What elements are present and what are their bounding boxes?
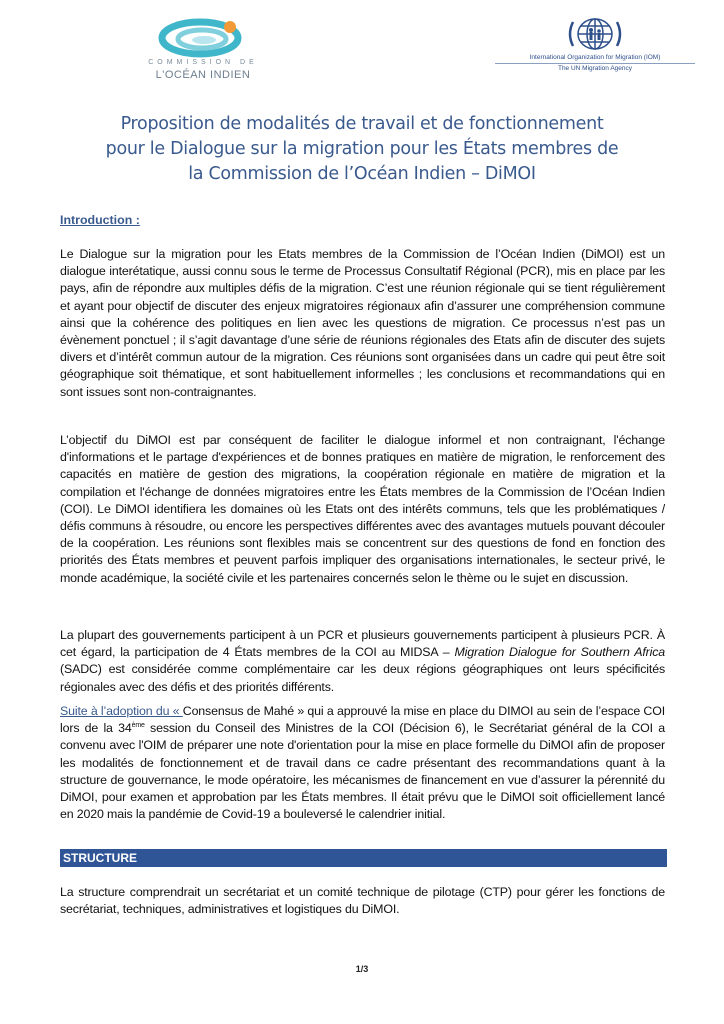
paragraph-4-text-a: Consensus de Mahé » qui a approuvé la mise en place du DIMOI au sein de l’espace COI lors de la 34 bbox=[60, 704, 665, 736]
structure-section-header: STRUCTURE bbox=[60, 849, 667, 867]
document-title bbox=[70, 112, 654, 187]
coi-logo-line2: L'OCÉAN INDIEN bbox=[155, 69, 251, 81]
coi-emblem-icon bbox=[128, 14, 278, 60]
intro-paragraph-3 bbox=[60, 627, 665, 696]
superscript-eme: ème bbox=[131, 722, 145, 730]
intro-paragraph-2: L’objectif du DiMOI est par conséquent de faciliter le dialogue informel et non contraignant, l'échange d'informations et le partage d'expériences et de bonnes pratiques en matière de migration, le renforcement des capacités en matière de gestion des migrations, la coopération régionale en matière de migration et la compilation et l'échange de données migratoires entre les États membres de la Commission de l’Océan Indien (COI). Le DiMOI identifiera les domaines où les Etats ont des intérêts communs, tels que les problématiques / défis communs à résoudre, ou encore les perspectives différentes avec des avantages mutuels pouvant découler de la coopération. Les réunions sont flexibles mais se concentrent sur des questions de fond en fonction des priorités des États membres et peuvent parfois impliquer des organisations internationales, le secteur privé, le monde académique, la société civile et les partenaires concernés selon le thème ou le sujet en discussion. bbox=[60, 433, 665, 585]
intro-paragraph-4 bbox=[60, 703, 665, 823]
structure-paragraph: La structure comprendrait un secrétariat et un comité technique de pilotage (CTP) pour gérer les fonctions de secrétariat, techniques, administratives et logistiques du DiMOI. bbox=[60, 885, 665, 917]
coi-logo-line1: COMMISSION DE bbox=[148, 59, 258, 66]
introduction-heading: Introduction : bbox=[60, 213, 140, 227]
intro-paragraph-1: Le Dialogue sur la migration pour les Etats membres de la Commission de l’Océan Indien (DiMOI) est un dialogue interétatique, aussi connu sous le terme de Processus Consultatif Régional (PCR), mis en place par les pays, afin de répondre aux multiples défis de la migration. C’est une réunion régionale qui se tient régulièrement et ayant pour objectif de discuter des enjeux migratoires régionaux afin d’assurer une compréhension commune ainsi que la cohérence des politiques en lien avec les questions de migration. Ce processus n’est pas un évènement ponctuel ; il s’agit davantage d’une série de réunions régionales des Etats afin de discuter des sujets divers et d’intérêt commun autour de la migration. Ces réunions sont organisées dans un cadre qui peut être soit géographique soit thématique, et sont habituellement informelles ; les conclusions et recommandations qui en sont issues sont non-contraignantes. bbox=[60, 247, 665, 399]
iom-logo-line2: The UN Migration Agency bbox=[557, 65, 633, 72]
iom-globe-icon bbox=[495, 14, 695, 54]
page-number: 1/3 bbox=[355, 964, 369, 974]
midsa-italic-name: Migration Dialogue for Southern Africa bbox=[454, 645, 665, 660]
iom-logo-line1: International Organization for Migration (IOM) bbox=[495, 54, 695, 64]
paragraph-4-text-b: session du Conseil des Ministres de la COI (Décision 6), le Secrétariat général de la COI a convenu avec l'OIM de préparer une note d'orientation pour la mise en place formelle du DiMOI afin de proposer les modalités de fonctionnement et de travail dans ce cadre présentant des recommandations quant à la structure de gouvernance, le mode opératoire, les mécanismes de financement en vue d’assurer la pérennité du DiMOI, pour examen et approbation par les États membres. Il était prévu que le DiMOI soit officiellement lancé en 2020 mais la pandémie de Covid-19 a bouleversé le calendrier initial. bbox=[60, 721, 665, 822]
consensus-link[interactable]: Suite à l’adoption du « bbox=[60, 704, 183, 718]
paragraph-3-text-a: La plupart des gouvernements participent à un PCR et plusieurs gouvernements participent à plusieurs PCR. À cet égard, la participation de 4 États membres de la COI au MIDSA – bbox=[60, 628, 665, 660]
paragraph-3-text-b: (SADC) est considérée comme complémentaire car les deux régions géographiques ont leurs spécificités régionales avec des défis et des priorités différents. bbox=[60, 662, 665, 694]
title-line-1: Proposition de modalités de travail et de fonctionnement bbox=[120, 114, 604, 134]
title-line-3: la Commission de l’Océan Indien – DiMOI bbox=[188, 164, 536, 184]
iom-logo bbox=[495, 14, 695, 74]
coi-logo bbox=[128, 14, 278, 84]
title-line-2: pour le Dialogue sur la migration pour les États membres de bbox=[105, 139, 619, 159]
